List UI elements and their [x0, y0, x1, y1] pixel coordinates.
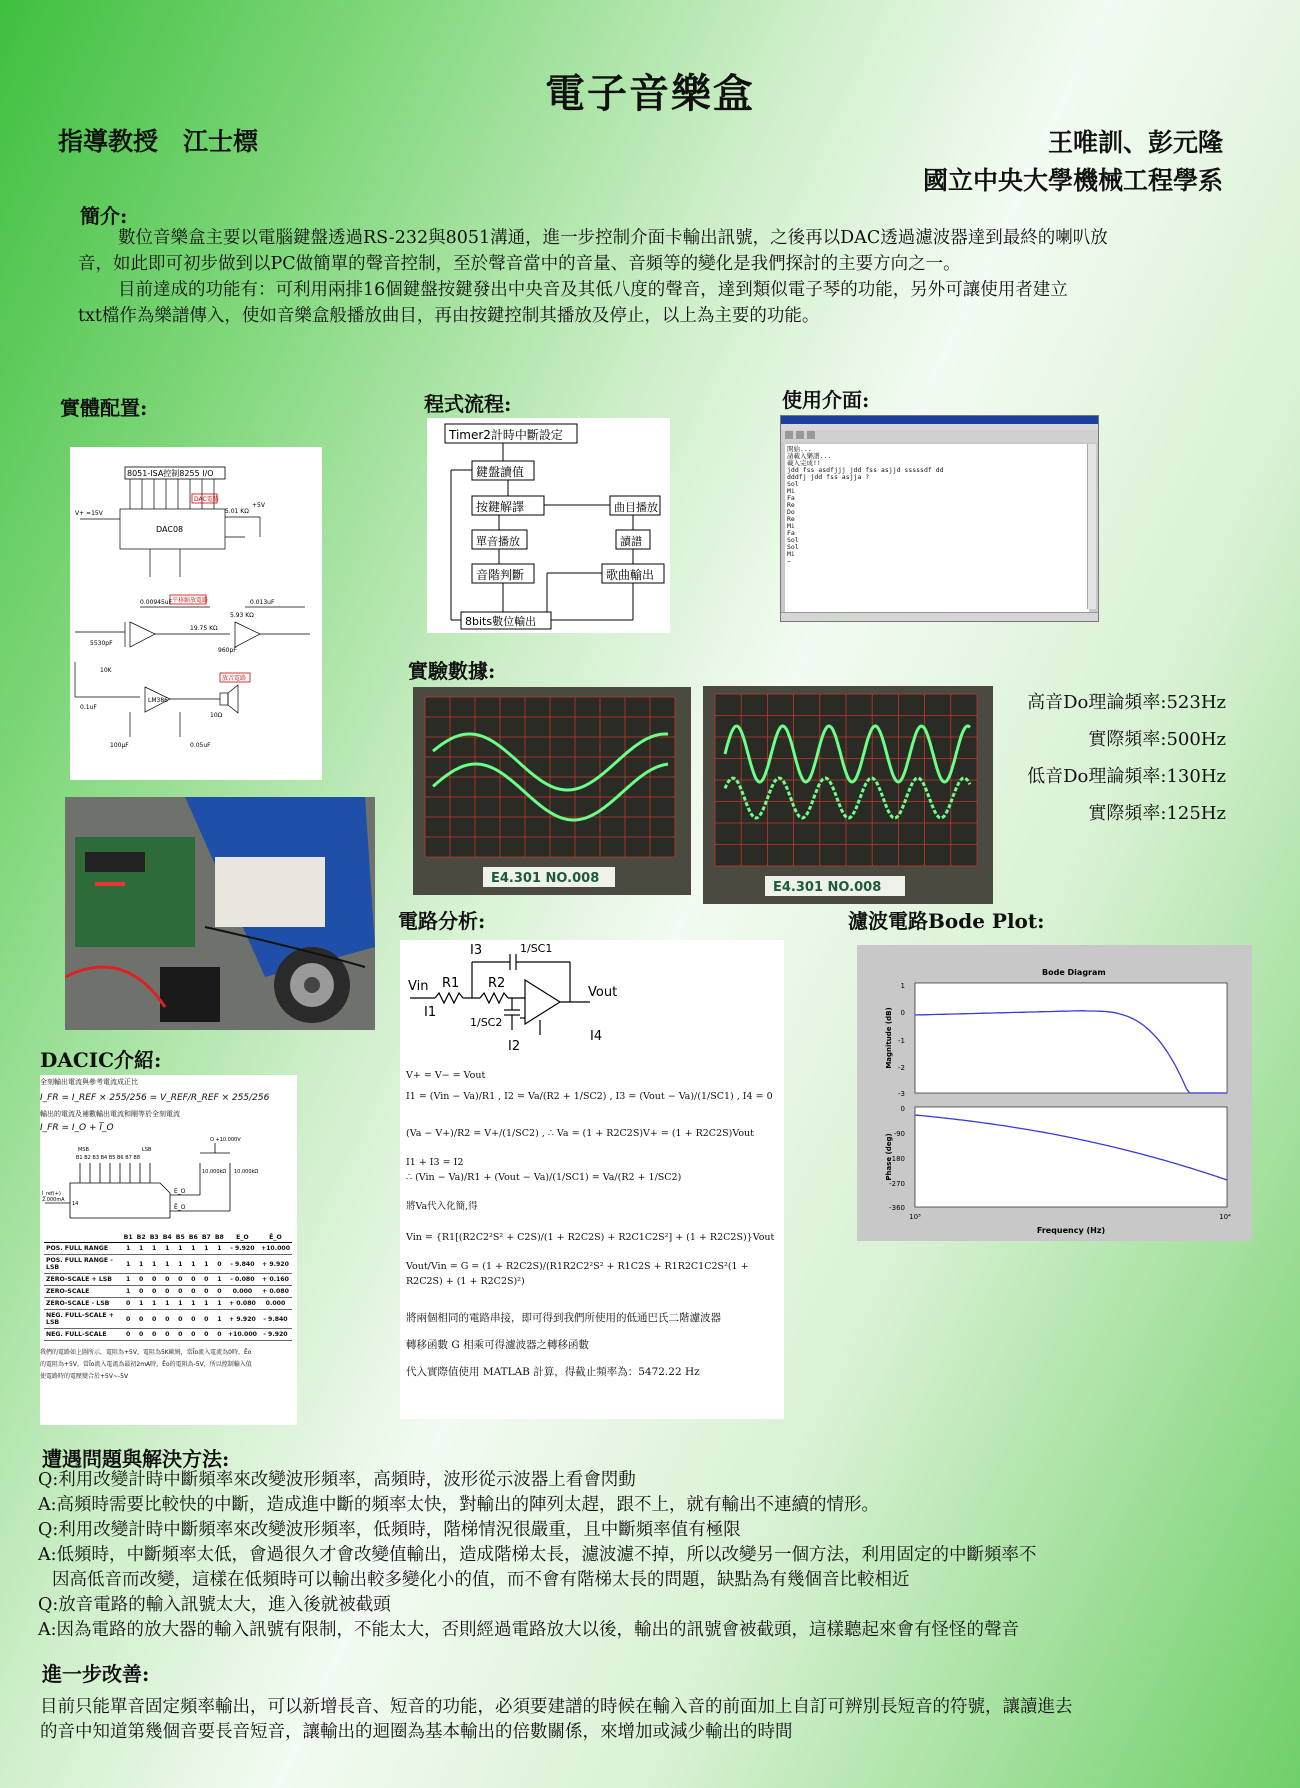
flow-node-pitch: 音階判斷	[476, 568, 525, 582]
dacic-table-cell: 1	[122, 1243, 135, 1255]
problem-q3: Q:放音電路的輸入訊號太大，進入後就被截頭	[38, 1595, 391, 1615]
dacic-table-cell: 0	[135, 1329, 148, 1341]
toolbar-new-icon[interactable]	[785, 431, 793, 439]
dacic-table-cell: 1	[161, 1255, 174, 1274]
phase-tick-180: -180	[889, 1155, 905, 1163]
high-theory-freq: 高音Do理論頻率:523Hz	[1027, 692, 1226, 713]
dacic-table-row	[44, 1274, 292, 1286]
circuit-note-1: 將兩個相同的電路串接，即可得到我們所使用的低通巴氏二階濾波器	[406, 1312, 721, 1324]
dacic-table-cell: 1	[161, 1243, 174, 1255]
dacic-text-2: 輸出的電流及補數輸出電流和剛等於全刻電流	[40, 1110, 180, 1118]
dacic-table-header: B7	[201, 1234, 211, 1241]
phase-tick-270: -270	[889, 1180, 905, 1188]
flow-node-score: 讀譜	[620, 535, 642, 548]
eq-6: 將Va代入化簡,得	[406, 1201, 478, 1212]
dacic-r1: 10.000kΩ	[202, 1169, 227, 1175]
improve-text	[40, 1695, 1280, 1745]
dacic-table-cell: 0	[200, 1286, 213, 1298]
dacic-table-cell: 1	[187, 1243, 200, 1255]
label-r593: 5.93 KΩ	[230, 612, 254, 619]
mag-tick-0: 0	[900, 1009, 905, 1017]
intro-p2-line1: 目前達成的功能有：可利用兩排16個鍵盤按鍵發出中央音及其低八度的聲音，達到類似電子琴的功能，另外可讓使用者建立	[118, 280, 1068, 300]
mag-tick-m1: -1	[898, 1037, 905, 1045]
eq-2: I1 = (Vin − Va)/R1 , I2 = Va/(R2 + 1/SC2) , I3 = (Vout − Va)/(1/SC1) , I4 = 0	[406, 1091, 773, 1102]
dacic-eo: E_O	[174, 1188, 186, 1195]
ui-console-line: Sol	[787, 536, 799, 544]
dacic-table-header: B6	[188, 1234, 198, 1241]
problem-q1: Q:利用改變計時中斷頻率來改變波形頻率，高頻時，波形從示波器上看會閃動	[38, 1470, 636, 1490]
improve-line-1: 目前只能單音固定頻率輸出，可以新增長音、短音的功能，必須要建譜的時候在輸入音的前面加上自訂可辨別長短音的符號，讓讀進去	[40, 1697, 1073, 1717]
dacic-table-cell: + 0.160	[259, 1274, 292, 1286]
flow-node-timer: Timer2計時中斷設定	[449, 428, 563, 442]
dacic-table-cell: 0	[213, 1286, 226, 1298]
circuit-analysis	[400, 940, 784, 1419]
dacic-table-cell: - 9.920	[259, 1329, 292, 1341]
dacic-table-cell: 0	[200, 1329, 213, 1341]
flow-node-playlist: 曲目播放	[614, 501, 658, 514]
ui-console-line: jdd fss asdfjjj jdd fss asjjd sssssdf dd	[787, 466, 944, 474]
circuit-equations	[406, 1068, 778, 1380]
eq-7: Vin = {R1[(R2C2²S² + C2S)/(1 + R2C2S) + R2C1C2S²] + (1 + R2C2S)}Vout	[406, 1232, 775, 1243]
dacic-table-cell: ZERO-SCALE - LSB	[44, 1298, 122, 1310]
flow-node-read: 鍵盤讀值	[476, 465, 525, 479]
dacic-table-cell: 0	[135, 1274, 148, 1286]
dacic-table-cell: +10.000	[259, 1243, 292, 1255]
ui-toolbar	[781, 430, 1098, 442]
eq-4: I1 + I3 = I2	[406, 1157, 464, 1168]
dacic-table-cell: 0	[187, 1310, 200, 1329]
dacic-r2: 10.000kΩ	[234, 1169, 259, 1175]
dacic-table-cell: 1	[213, 1310, 226, 1329]
ui-heading: 使用介面:	[782, 388, 870, 412]
dacic-table-cell: 0	[148, 1329, 161, 1341]
bode-phase-label: Phase (deg)	[885, 1133, 893, 1181]
ui-console	[785, 444, 1089, 613]
dacic-text-1: 全刻輸出電流與參考電流成正比	[40, 1078, 138, 1086]
scope-high-label: E4.301 NO.008	[491, 871, 600, 886]
ui-console-line: —	[787, 557, 791, 565]
dacic-table-cell: 1	[122, 1286, 135, 1298]
dacic-table-cell: 0	[122, 1298, 135, 1310]
dacic-table-header: B8	[214, 1234, 224, 1241]
dacic-table-cell: 0	[122, 1329, 135, 1341]
intro-heading: 簡介:	[80, 204, 128, 228]
dacic-table-cell: 1	[122, 1274, 135, 1286]
problems-list	[38, 1468, 1278, 1643]
poster-title: 電子音樂盒	[545, 70, 755, 117]
dacic-heading: DACIC介紹:	[40, 1048, 162, 1072]
phase-tick-360: -360	[889, 1204, 905, 1212]
eq-1: V+ = V− = Vout	[406, 1070, 486, 1081]
dacic-table-row	[44, 1286, 292, 1298]
dacic-table-row	[44, 1329, 292, 1341]
label-c4: 960pF	[218, 647, 237, 654]
label-r1975: 19.75 KΩ	[190, 625, 218, 632]
dacic-table-cell: 1	[135, 1243, 148, 1255]
dacic-table-cell: 0	[200, 1274, 213, 1286]
dacic-table-row	[44, 1310, 292, 1329]
author-names: 王唯訓、彭元隆	[1047, 128, 1223, 157]
phase-tick-0: 0	[900, 1105, 905, 1113]
circuit-r1: R1	[442, 976, 460, 991]
dacic-table-cell: - 0.080	[226, 1274, 259, 1286]
tag-amp: 放音電路	[222, 675, 247, 682]
tag-shift: 平移縮放電路	[172, 597, 209, 604]
dacic-table-cell: 0	[161, 1274, 174, 1286]
ui-console-line: dddfj jdd fss asjja ?	[787, 473, 870, 481]
problems-heading: 遭遇問題與解決方法:	[42, 1447, 230, 1471]
circuit-r2: R2	[488, 976, 506, 991]
dacic-table-cell: 0	[213, 1329, 226, 1341]
measurements	[960, 684, 1226, 832]
dacic-table-cell: 1	[200, 1243, 213, 1255]
intro-p1-line1: 數位音樂盒主要以電腦鍵盤透過RS-232與8051溝通，進一步控制介面卡輸出訊號，之後再以DAC透過濾波器達到最終的喇叭放	[118, 228, 1108, 248]
dacic-formula-2: I_FR = I_O + I̅_O	[40, 1123, 114, 1133]
ui-console-line: 開始...	[787, 445, 812, 453]
dacic-table-cell: 1	[187, 1298, 200, 1310]
mag-tick-m2: -2	[898, 1064, 905, 1072]
dacic-table-cell: 1	[161, 1298, 174, 1310]
dacic-footer-2: 的電阻為+5V，當Īo流入電流為最初2mA時，Ēo的電阻為-5V，所以控制輸入值	[40, 1361, 252, 1368]
scope-high	[413, 687, 691, 895]
ui-console-line: Mi	[787, 522, 795, 530]
dacic-table-cell: 1	[213, 1298, 226, 1310]
dacic-table-cell: 0	[200, 1310, 213, 1329]
dacic-bits: B1 B2 B3 B4 B5 B6 B7 B8	[76, 1155, 141, 1161]
dacic-footer-1: 我們的電路如上圖所示，電阻為+5V，電阻為5K歐姆，當Īo流入電流為0時，Ēo	[40, 1349, 252, 1356]
label-5v: +5V	[252, 502, 265, 509]
ui-console-line: Re	[787, 501, 795, 509]
advisor: 指導教授 江士標	[58, 127, 259, 156]
dacic-table-cell: 0	[213, 1255, 226, 1274]
dacic-table-cell: 0	[174, 1286, 187, 1298]
department: 國立中央大學機械工程學系	[922, 166, 1223, 195]
dacic-table-cell: 1	[148, 1255, 161, 1274]
dacic-table-cell: POS. FULL RANGE - LSB	[44, 1255, 122, 1274]
low-actual-freq: 實際頻率:125Hz	[1088, 803, 1226, 824]
ui-console-line: Re	[787, 515, 795, 523]
dacic-vref: O +10.000V	[210, 1137, 241, 1143]
label-pot: 10K	[100, 667, 112, 674]
intro-p2-line2: txt檔作為樂譜傳入，使如音樂盒般播放曲目，再由按鍵控制其播放及停止，以上為主要的功能。	[78, 306, 820, 326]
label-c6: 100μF	[110, 742, 129, 749]
scope-low-label: E4.301 NO.008	[773, 880, 882, 895]
dacic-table-header: E_O	[226, 1233, 259, 1243]
ui-console-line: Mi	[787, 550, 795, 558]
flow-node-song: 歌曲輸出	[606, 568, 655, 582]
ui-console-line: Fa	[787, 494, 795, 502]
low-theory-freq: 低音Do理論頻率:130Hz	[1027, 766, 1226, 787]
dacic-footer-3: 使電路時的電壓變合於+5V~-5V	[40, 1373, 129, 1380]
circuit-i3: I3	[470, 943, 483, 958]
dacic-table-cell: 0	[135, 1310, 148, 1329]
dacic-table-header: B4	[162, 1234, 172, 1241]
label-c5: 0.1uF	[80, 704, 97, 711]
data-heading: 實驗數據:	[408, 659, 496, 683]
mag-tick-1: 1	[900, 982, 905, 990]
bode-mag-label: Magnitude (dB)	[885, 1007, 893, 1069]
dacic-table-cell: - 9.920	[226, 1243, 259, 1255]
dacic-table-header: Ē_O	[259, 1233, 292, 1243]
dacic-table-row	[44, 1243, 292, 1255]
dacic-table-cell: + 0.080	[259, 1286, 292, 1298]
circuit-heading: 電路分析:	[398, 909, 486, 933]
dacic-table-cell: + 9.920	[259, 1255, 292, 1274]
dacic-table-cell: 0	[148, 1310, 161, 1329]
dacic-msb: MSB	[78, 1147, 89, 1153]
tag-dac: DAC電路	[194, 496, 219, 503]
intro-text	[78, 225, 1258, 329]
dacic-table-cell: 0	[187, 1274, 200, 1286]
dacic-table-cell: - 9.840	[259, 1310, 292, 1329]
mag-tick-m3: -3	[898, 1090, 905, 1098]
toolbar-save-icon[interactable]	[807, 431, 815, 439]
label-v15: V+ =15V	[75, 510, 103, 517]
label-c2: 0.013uF	[250, 599, 275, 606]
label-c7: 0.05uF	[190, 742, 211, 749]
circuit-sc2: 1/SC2	[470, 1016, 503, 1029]
dacic-table-cell: 1	[122, 1255, 135, 1274]
dacic-table-cell: 0	[174, 1274, 187, 1286]
flow-heading: 程式流程:	[424, 392, 512, 416]
dacic-table-cell: 0	[161, 1329, 174, 1341]
ui-console-line: 請載入樂譜...	[787, 452, 832, 460]
dacic-panel	[40, 1075, 297, 1425]
high-actual-freq: 實際頻率:500Hz	[1088, 729, 1226, 750]
dacic-table-cell: 0	[122, 1310, 135, 1329]
dacic-table-cell: + 0.080	[226, 1298, 259, 1310]
x-tick-1: 10³	[909, 1213, 921, 1221]
eq-3: (Va − V+)/R2 = V+/(1/SC2) , ∴ Va = (1 + R2C2S)V+ = (1 + R2C2S)Vout	[406, 1128, 754, 1139]
dacic-table-cell: 0	[174, 1329, 187, 1341]
dacic-table-cell: 1	[148, 1298, 161, 1310]
label-r501: 5.01 KΩ	[225, 508, 249, 515]
ui-console-line: Do	[787, 508, 795, 516]
phase-tick-90: -90	[893, 1130, 905, 1138]
circuit-vin: Vin	[408, 979, 429, 994]
dacic-table-cell: 1	[187, 1255, 200, 1274]
dacic-table-cell: 0	[187, 1286, 200, 1298]
circuit-i1: I1	[424, 1005, 437, 1020]
dacic-eo-bar: Ē_O	[174, 1204, 186, 1211]
ui-titlebar	[781, 416, 1098, 424]
dacic-table-cell: 0.000	[226, 1286, 259, 1298]
ui-window	[780, 415, 1099, 622]
dacic-table-header: B2	[136, 1234, 146, 1241]
x-tick-2: 10⁴	[1219, 1213, 1231, 1221]
ui-console-line: 載入完成!!	[787, 459, 821, 467]
dacic-table-cell: POS. FULL RANGE	[44, 1243, 122, 1255]
problem-a2-cont: 因高低音而改變，這樣在低頻時可以輸出較多變化小的值，而不會有階梯太長的問題，缺點為有幾個音比較相近	[52, 1570, 910, 1590]
flow-node-single: 單音播放	[476, 535, 520, 548]
dacic-table-cell: 1	[200, 1255, 213, 1274]
bode-heading: 濾波電路Bode Plot:	[848, 909, 1045, 933]
improve-heading: 進一步改善:	[42, 1662, 150, 1686]
ui-console-line: Sol	[787, 543, 799, 551]
circuit-i4: I4	[590, 1029, 603, 1044]
ui-console-line: Sol	[787, 480, 799, 488]
flowchart	[427, 418, 670, 633]
problem-a2: A:低頻時，中斷頻率太低，會過很久才會改變值輸出，造成階梯太長，濾波濾不掉，所以改變另一個方法，利用固定的中斷頻率不	[38, 1545, 1037, 1565]
eq-5: ∴ (Vin − Va)/R1 + (Vout − Va)/(1/SC1) = Va/(R2 + 1/SC2)	[406, 1172, 682, 1183]
dacic-table-cell: +10.000	[226, 1329, 259, 1341]
dacic-table-header: B1	[123, 1234, 133, 1241]
problem-q2: Q:利用改變計時中斷頻率來改變波形頻率，低頻時，階梯情況很嚴重，且中斷頻率值有極限	[38, 1520, 741, 1540]
label-lm386: LM386	[148, 697, 168, 704]
dacic-table-cell: 0	[135, 1286, 148, 1298]
ui-console-line: Mi	[787, 487, 795, 495]
hardware-photo	[65, 797, 375, 1030]
dacic-table-cell: 1	[213, 1243, 226, 1255]
dacic-table-cell: 1	[174, 1298, 187, 1310]
hardware-schematic	[70, 447, 322, 780]
problem-a1: A:高頻時需要比較快的中斷，造成進中斷的頻率太快，對輸出的陣列太趕，跟不上，就有輸出不連續的情形。	[38, 1495, 880, 1515]
dacic-table-cell: 0	[161, 1310, 174, 1329]
ui-scrollbar[interactable]	[1087, 444, 1096, 609]
dacic-lsb: LSB	[142, 1147, 152, 1153]
dacic-table-cell: 1	[213, 1274, 226, 1286]
dacic-table-cell: - 9.840	[226, 1255, 259, 1274]
ui-console-line: Fa	[787, 529, 795, 537]
schematic-header: 8051-ISA控制8255 I/O	[127, 469, 214, 478]
dacic-pin14: 14	[72, 1201, 79, 1207]
label-c1: 0.00945uF	[140, 599, 173, 606]
dacic-table-cell: 0	[148, 1274, 161, 1286]
improve-line-2: 的音中知道第幾個音要長音短音，讓輸出的迴圈為基本輸出的倍數關係，來增加或減少輸出的時間	[40, 1722, 793, 1742]
dacic-table-cell: 1	[135, 1298, 148, 1310]
authors	[923, 124, 1223, 200]
bode-plot	[857, 945, 1252, 1241]
circuit-i2: I2	[508, 1039, 521, 1054]
ui-statusbar	[781, 612, 1098, 621]
dacic-table-cell: 1	[200, 1298, 213, 1310]
scope-low	[703, 686, 993, 904]
dacic-table-cell: 0	[148, 1286, 161, 1298]
dacic-table-cell: NEG. FULL-SCALE	[44, 1329, 122, 1341]
dacic-truth-table	[44, 1233, 292, 1341]
circuit-vout: Vout	[588, 985, 618, 1000]
dacic-formula-1: I_FR = I_REF × 255/256 = V_REF/R_REF × 255/256	[40, 1093, 270, 1103]
dacic-table-row	[44, 1255, 292, 1274]
dacic-table-cell: 0	[174, 1310, 187, 1329]
dacic-table-cell: ZERO-SCALE	[44, 1286, 122, 1298]
label-r10: 10Ω	[210, 712, 223, 719]
dacic-table-cell: ZERO-SCALE + LSB	[44, 1274, 122, 1286]
circuit-sc1: 1/SC1	[520, 942, 553, 955]
flow-node-decode: 按鍵解譯	[476, 500, 525, 514]
hardware-heading: 實體配置:	[60, 396, 148, 420]
dacic-footer	[40, 1347, 297, 1383]
problem-a3: A:因為電路的放大器的輸入訊號有限制，不能太大，否則經過電路放大以後，輸出的訊號會被截頭，這樣聽起來會有怪怪的聲音	[38, 1620, 1020, 1640]
label-c3: 5530pF	[90, 640, 113, 647]
dacic-table-cell: 0	[161, 1286, 174, 1298]
bode-xlabel: Frequency (Hz)	[1036, 1226, 1106, 1235]
dacic-ma: 2.000mA	[42, 1197, 65, 1203]
toolbar-open-icon[interactable]	[796, 431, 804, 439]
circuit-note-2: 轉移函數 G 相乘可得濾波器之轉移函數	[406, 1339, 590, 1351]
circuit-note-3: 代入實際值使用 MATLAB 計算，得截止頻率為：5472.22 Hz	[406, 1366, 700, 1378]
dacic-table-cell: NEG. FULL-SCALE + LSB	[44, 1310, 122, 1329]
dacic-table-header: B5	[175, 1234, 185, 1241]
bode-title: Bode Diagram	[1042, 968, 1106, 977]
dacic-table-cell: + 9.920	[226, 1310, 259, 1329]
chip-label: DAC08	[156, 525, 184, 534]
dacic-table-cell: 1	[148, 1243, 161, 1255]
dacic-iref: I_ref(+)	[42, 1191, 61, 1197]
flow-node-output: 8bits數位輸出	[465, 615, 537, 628]
eq-8: Vout/Vin = G = (1 + R2C2S)/(R1R2C2²S² + R1C2S + R1R2C1C2S²(1 + R2C2S) + (1 + R2C2S)²)	[406, 1261, 749, 1287]
dacic-table-cell: 1	[135, 1255, 148, 1274]
dacic-table-header	[44, 1233, 122, 1243]
dacic-table-row	[44, 1298, 292, 1310]
dacic-table-header: B3	[149, 1234, 159, 1241]
intro-p1-line2: 音，如此即可初步做到以PC做簡單的聲音控制，至於聲音當中的音量、音頻等的變化是我們探討的主要方向之一。	[78, 254, 961, 274]
dacic-table-cell: 0.000	[259, 1298, 292, 1310]
dacic-table-cell: 1	[174, 1255, 187, 1274]
dacic-table-cell: 0	[187, 1329, 200, 1341]
dacic-table-cell: 1	[174, 1243, 187, 1255]
